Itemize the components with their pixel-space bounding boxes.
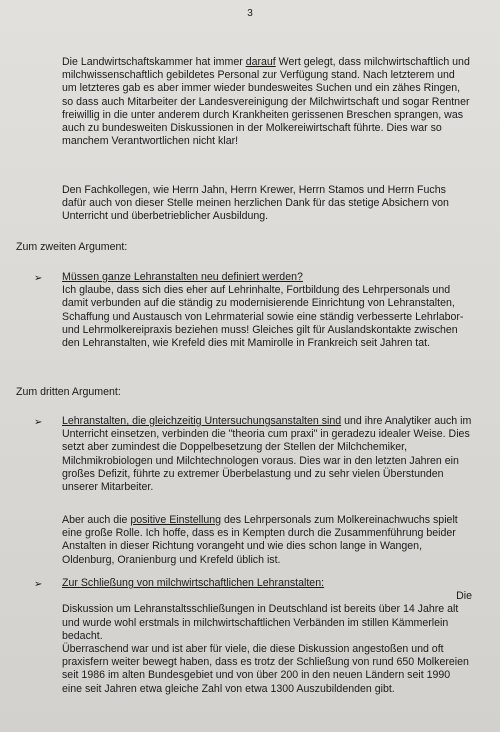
trailing-word: Die [456, 590, 472, 603]
underlined-word: darauf [245, 56, 276, 68]
bullet-item-analytics [62, 415, 472, 494]
paragraph-text: Aber auch die [62, 514, 131, 526]
paragraph-text: Die Landwirtschaftskammer hat immer [62, 56, 246, 68]
section-heading-third [16, 386, 476, 399]
page-number: 3 [247, 8, 253, 19]
section-heading-second [16, 241, 476, 254]
bullet-title: Müssen ganze Lehranstalten neu definiert werden? [62, 271, 303, 283]
paragraph-text: des Lehrpersonals zum Molkereinachwuchs spielt eine große Rolle. Ich hoffe, dass es in Kempten durch die Zusammenführung beider Anstalten in dieser Richtung vorangeht und wie dies schon lange in Wangen, Oldenburg, Oranienburg und Krefeld üblich ist. [62, 514, 458, 566]
bullet-item-closures [62, 577, 472, 696]
bullet-text: Ich glaube, dass sich dies eher auf Lehrinhalte, Fortbildung des Lehrpersonals und damit verbunden auf die ständig zu modernisierende Einrichtung von Lehranstalten, Schaffung und Austausch von Lehrmaterial sowie eine ständig verbesserte Lehrlabor- und Lehrmolkereipraxis beziehen muss! Gleiches gilt für Auslandskontakte zwischen den Lehranstalten, wie Krefeld dies mit Mamirolle in Frankreich seit Jahren tat. [62, 284, 464, 350]
bullet-text: Diskussion um Lehranstaltsschließungen in Deutschland ist bereits über 14 Jahre alt und wurde wohl erstmals in milchwirtschaftlichen Verbänden im stillen Kämmerlein bedacht. [62, 603, 459, 642]
paragraph-text: Wert gelegt, dass milchwirtschaftlich und milchwissenschaftlich gebildetes Personal zur Verfügung stand. Nach letzterem und um letzteres gab es aber immer wieder bundesweites Suchen und ein zähes Ringen, so dass auch Mitarbeiter der Landesvereinigung der Milchwirtschaft und sogar Rentner freiwillig in die unter anderem durch Krankheiten gerissenen Breschen sprangen, was auch zu bundesweiten Diskussionen in der Molkereiwirtschaft führte. Dies war so manchem Verantwortlichen nicht klar! [62, 56, 470, 148]
paragraph-thanks [62, 184, 472, 224]
paragraph-attitude [62, 514, 472, 567]
heading-text: Zum dritten Argument: [16, 386, 121, 398]
bullet-text: Überraschend war und ist aber für viele, die diese Diskussion angestoßen und oft praxisfern weiter bewegt haben, dass es trotz der Schließung von rund 650 Molkereien seit 1986 im alten Bundesgebiet und von über 200 in den neuen Ländern seit 1990 eine seit Jahren etwa gleiche Zahl von etwa 1300 Auszubildenden gibt. [62, 643, 469, 695]
arrow-bullet-icon: ➢ [34, 579, 43, 590]
bullet-text: und ihre Analytiker auch im Unterricht einsetzen, verbinden die "theoria cum praxi" in geradezu idealer Weise. Dies setzt aber zumindest die Doppelbesetzung der Stellen der Milchchemiker, Milchmikrobiologen und Milchtechnologen voraus. Dies war in den letzten Jahren ein großes Defizit, führte zu extremer Überbelastung und zu sehr vielen Überstunden unserer Mitarbeiter. [62, 415, 472, 494]
paragraph-staff [62, 56, 472, 148]
arrow-bullet-icon: ➢ [34, 417, 43, 428]
heading-text: Zum zweiten Argument: [16, 241, 128, 253]
bullet-item-redefine [62, 271, 472, 350]
bullet-title: Lehranstalten, die gleichzeitig Untersuchungsanstalten sind [62, 415, 342, 427]
paragraph-text: Den Fachkollegen, wie Herrn Jahn, Herrn Krewer, Herrn Stamos und Herrn Fuchs dafür auch von dieser Stelle meinen herzlichen Dank für das stetige Absichern von Unterricht und überbetrieblicher Ausbildung. [62, 184, 449, 223]
underlined-phrase: positive Einstellung [130, 514, 222, 526]
arrow-bullet-icon: ➢ [34, 273, 43, 284]
bullet-title: Zur Schließung von milchwirtschaftlichen Lehranstalten: [62, 577, 325, 589]
